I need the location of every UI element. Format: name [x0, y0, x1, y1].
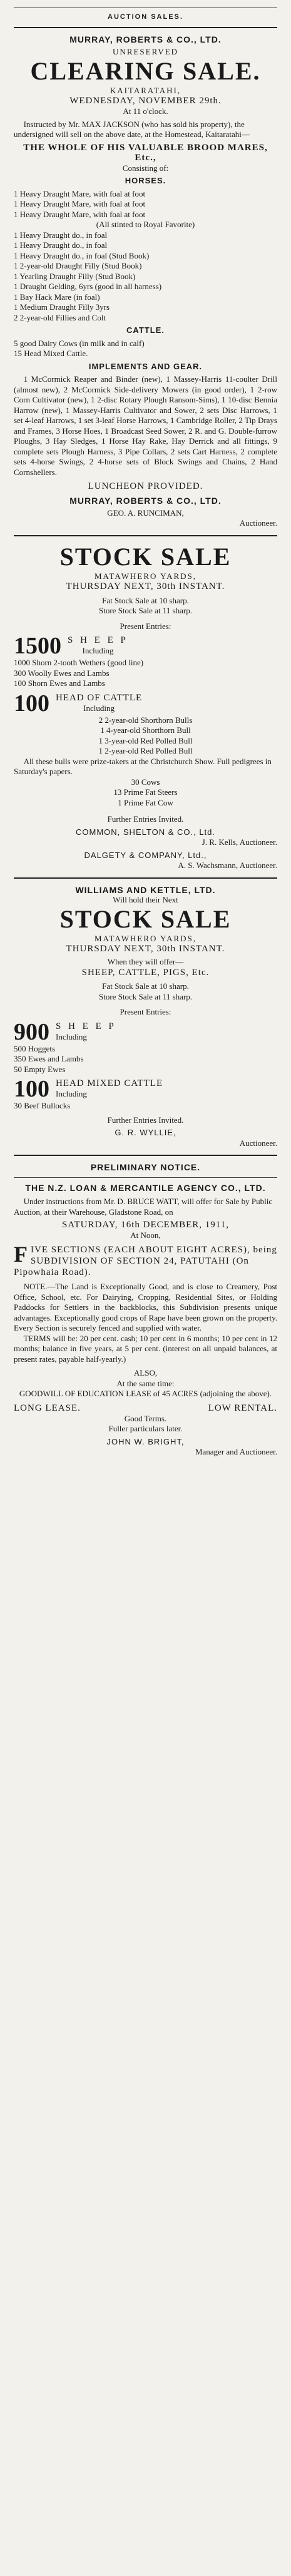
ad-title: CLEARING SALE.	[30, 57, 261, 85]
sheep-label: S H E E P	[68, 635, 128, 645]
williams-kettle-ad	[14, 885, 277, 1149]
list-item: 50 Empty Ewes	[14, 1064, 66, 1074]
list-item: 15 Head Mixed Cattle.	[14, 349, 88, 358]
list-item: 1 Bay Hack Mare (in foal)	[14, 292, 100, 302]
list-item: 1 Medium Draught Filly 3yrs	[14, 302, 110, 312]
sheep-count: 1500	[14, 633, 61, 659]
cattle-entry	[14, 1077, 277, 1101]
agent-auctioneer: A. S. Wachsmann, Auctioneer.	[178, 861, 277, 870]
date: SATURDAY, 16th DECEMBER, 1911,	[62, 1220, 229, 1230]
horses-list	[14, 189, 277, 324]
long-lease: LONG LEASE.	[14, 1403, 81, 1413]
fat-stock-time: Fat Stock Sale at 10 sharp.	[102, 981, 189, 991]
list-item: 300 Woolly Ewes and Lambs	[14, 668, 110, 678]
list-item: 5 good Dairy Cows (in milk and in calf)	[14, 338, 145, 348]
auctioneer-name: G. R. WYLLIE,	[115, 1128, 176, 1137]
drop-cap: F	[14, 1242, 28, 1267]
list-item: 30 Cows	[131, 777, 160, 787]
intro-label: UNRESERVED	[113, 47, 178, 56]
list-item: 13 Prime Fat Steers	[113, 787, 178, 797]
including-label: Including	[56, 1089, 87, 1098]
date: THURSDAY NEXT, 30th INSTANT.	[66, 581, 225, 591]
cattle-count: 100	[14, 1076, 49, 1102]
list-item: 1 3-year-old Red Polled Bull	[98, 735, 193, 745]
list-item: 1 2-year-old Draught Filly (Stud Book)	[14, 261, 142, 270]
store-stock-time: Store Stock Sale at 11 sharp.	[99, 606, 192, 615]
horses-heading: HORSES.	[125, 176, 166, 185]
goodwill-text: GOODWILL OF EDUCATION LEASE of 45 ACRES (adjoining the above).	[19, 1389, 272, 1398]
list-note: (All stinted to Royal Favorite)	[96, 220, 195, 229]
instructions: Instructed by Mr. MAX JACKSON (who has sold his property), the undersigned will sell on the above date, at the Homestead, Kaitaratahi—	[14, 119, 250, 139]
list-item: 1 Heavy Draught do., in foal	[14, 230, 108, 240]
section-header: AUCTION SALES.	[108, 13, 183, 21]
agent-firm: COMMON, SHELTON & CO., Ltd.	[76, 827, 215, 837]
store-stock-time: Store Stock Sale at 11 sharp.	[99, 991, 192, 1001]
including-label: Including	[56, 1031, 87, 1041]
offer-intro: When they will offer—	[107, 957, 184, 966]
place: MATAWHERO YARDS,	[94, 934, 197, 943]
divider	[14, 1177, 277, 1178]
good-terms: Good Terms.	[124, 1413, 167, 1423]
auctioneer-title: Auctioneer.	[239, 1138, 277, 1148]
divider	[14, 877, 277, 879]
implements-text: 1 McCormick Reaper and Binder (new), 1 Massey-Harris 11-coulter Drill (almost new), 2 McCormick Side-delivery Mowers (in good order), 1 2-row Corn Cultivator (new), 1 2-disc Rotary Plough Ransom-Sims), 1 10-disc Bennia Harrow (new), 1 Massey-Harris Cultivator and Sower, 2 sets Disc Harrows, 1 set 4-leaf Harrows, 1 set 3-leaf Horse Harrows, 1 Cambridge Roller, 2 Tip Drays and Frames, 3 Horse Hoes, 1 Broadcast Seed Sower, 2 R. and G. Double-furrow Ploughs, 3 Hay Sledges, 1 Horse Hay Rake, Hay Derrick and all fittings, 9 complete sets Plough Harness, 3 Pipe Collars, 2 sets Cart Harness, 2 complete sets 4-horse Swings, 2 4-horse sets of Block Swings and Chains, 2 Hand Cornshellers.	[14, 374, 277, 477]
lot-heading: THE WHOLE OF HIS VALUABLE BROOD MARES, Etc.,	[23, 142, 268, 163]
further-entries: Further Entries Invited.	[107, 1115, 184, 1125]
fat-stock-time: Fat Stock Sale at 10 sharp.	[102, 595, 189, 605]
list-item: 1 Heavy Draught Mare, with foal at foot	[14, 209, 146, 219]
fuller-particulars: Fuller particulars later.	[108, 1424, 183, 1433]
date: WEDNESDAY, NOVEMBER 29th.	[69, 96, 222, 106]
auctioneer-name: GEO. A. RUNCIMAN,	[107, 508, 184, 518]
preliminary-notice-ad	[14, 1162, 277, 1458]
list-item: 2 2-year-old Fillies and Colt	[14, 312, 106, 322]
present-entries: Present Entries:	[120, 1007, 171, 1016]
list-item: 1 4-year-old Shorthorn Bull	[100, 725, 191, 735]
firm-name: MURRAY, ROBERTS & CO., LTD.	[69, 495, 222, 506]
lease-line	[14, 1403, 277, 1414]
clearing-sale-ad	[14, 34, 277, 529]
ad-title: STOCK SALE	[59, 542, 232, 571]
list-item: 350 Ewes and Lambs	[14, 1054, 84, 1063]
present-entries: Present Entries:	[120, 621, 171, 631]
firm-name: THE N.Z. LOAN & MERCANTILE AGENCY CO., LTD.	[25, 1183, 266, 1193]
agent-name: JOHN W. BRIGHT,	[106, 1436, 185, 1446]
list-item: 100 Shorn Ewes and Lambs	[14, 678, 105, 688]
low-rental: LOW RENTAL.	[208, 1403, 277, 1413]
divider	[14, 1155, 277, 1156]
list-item: 1 Heavy Draught Mare, with foal at foot	[14, 188, 146, 198]
terms: TERMS will be: 20 per cent. cash; 10 per cent in 6 months; 10 per cent in 12 months; balance in five years, at 5 per cent. (interest on all unpaid balances, at present rates, payable half-yearly.)	[14, 1333, 277, 1364]
sheep-entry	[14, 634, 277, 658]
list-item: 2 2-year-old Shorthorn Bulls	[98, 715, 193, 725]
list-item: 1 Draught Gelding, 6yrs (good in all harness)	[14, 282, 162, 291]
land-note: NOTE.—The Land is Exceptionally Good, and is close to Creamery, Post Office, School, etc. For Dairying, Cropping, Residential Sites, or Holding Paddocks for Settlers in the backblocks, this Subdivision presents unique advantages. Exceptionally good crops of Rape have been grown on the property. Every Section is securely fenced and supplied with water.	[14, 1282, 277, 1332]
list-item: 1 Heavy Draught do., in foal	[14, 240, 108, 250]
cattle-label: HEAD OF CATTLE	[56, 692, 143, 703]
date: THURSDAY NEXT, 30th INSTANT.	[66, 944, 225, 954]
auctioneer-title: Auctioneer.	[239, 518, 277, 528]
sections-text: FIVE SECTIONS (EACH ABOUT EIGHT ACRES), being SUBDIVISION OF SECTION 24, PATUTAHI (On Pipowhaia Road).	[14, 1242, 277, 1277]
stock-sale-ad	[14, 543, 277, 871]
including-label: Including	[83, 703, 115, 713]
place: MATAWHERO YARDS,	[94, 571, 197, 581]
sheep-entry	[14, 1020, 277, 1044]
divider	[14, 27, 277, 28]
instructions: Under instructions from Mr. D. BRUCE WATT, will offer for Sale by Public Auction, at their Warehouse, Gladstone Road, on	[14, 1197, 273, 1217]
same-time-label: At the same time:	[116, 1378, 175, 1388]
list-item: 1 Yearling Draught Filly (Stud Book)	[14, 271, 136, 281]
time: At Noon,	[130, 1230, 161, 1240]
further-entries: Further Entries Invited.	[107, 814, 184, 824]
pedigree-note: All these bulls were prize-takers at the Christchurch Show. Full pedigrees in Saturday's papers.	[14, 756, 272, 776]
offer-list: SHEEP, CATTLE, PIGS, Etc.	[81, 967, 210, 978]
list-item: 1 Prime Fat Cow	[118, 797, 173, 807]
list-item: 1 2-year-old Red Polled Bull	[98, 746, 193, 755]
consisting-label: Consisting of:	[122, 163, 169, 173]
including-label: Including	[82, 646, 114, 655]
sheep-count: 900	[14, 1018, 49, 1045]
cattle-count: 100	[14, 690, 49, 717]
cattle-entry	[14, 692, 277, 715]
place: KAITARATAHI,	[110, 86, 181, 95]
hold-label: Will hold their Next	[113, 894, 178, 904]
sheep-label: S H E E P	[56, 1021, 116, 1031]
list-item: 500 Hoggets	[14, 1043, 56, 1053]
ad-title: STOCK SALE	[59, 905, 232, 933]
time: At 11 o'clock.	[123, 106, 168, 116]
agent-title: Manager and Auctioneer.	[195, 1447, 277, 1456]
divider	[14, 535, 277, 536]
list-item: 1000 Shorn 2-tooth Wethers (good line)	[14, 658, 144, 667]
agent-auctioneer: J. R. Kells, Auctioneer.	[202, 837, 277, 847]
cattle-label: HEAD MIXED CATTLE	[56, 1078, 163, 1088]
list-item: 1 Heavy Draught do., in foal (Stud Book)	[14, 250, 150, 260]
notice-heading: PRELIMINARY NOTICE.	[90, 1162, 201, 1172]
firm-name: WILLIAMS AND KETTLE, LTD.	[75, 884, 216, 895]
list-item: 30 Beef Bullocks	[14, 1101, 71, 1110]
cattle-heading: CATTLE.	[126, 325, 165, 335]
also-label: ALSO,	[133, 1368, 158, 1377]
luncheon-note: LUNCHEON PROVIDED.	[88, 481, 203, 491]
agent-firm: DALGETY & COMPANY, Ltd.,	[84, 850, 207, 860]
implements-heading: IMPLEMENTS AND GEAR.	[88, 361, 203, 371]
firm-name: MURRAY, ROBERTS & CO., LTD.	[69, 34, 222, 44]
list-item: 1 Heavy Draught Mare, with foal at foot	[14, 199, 146, 208]
